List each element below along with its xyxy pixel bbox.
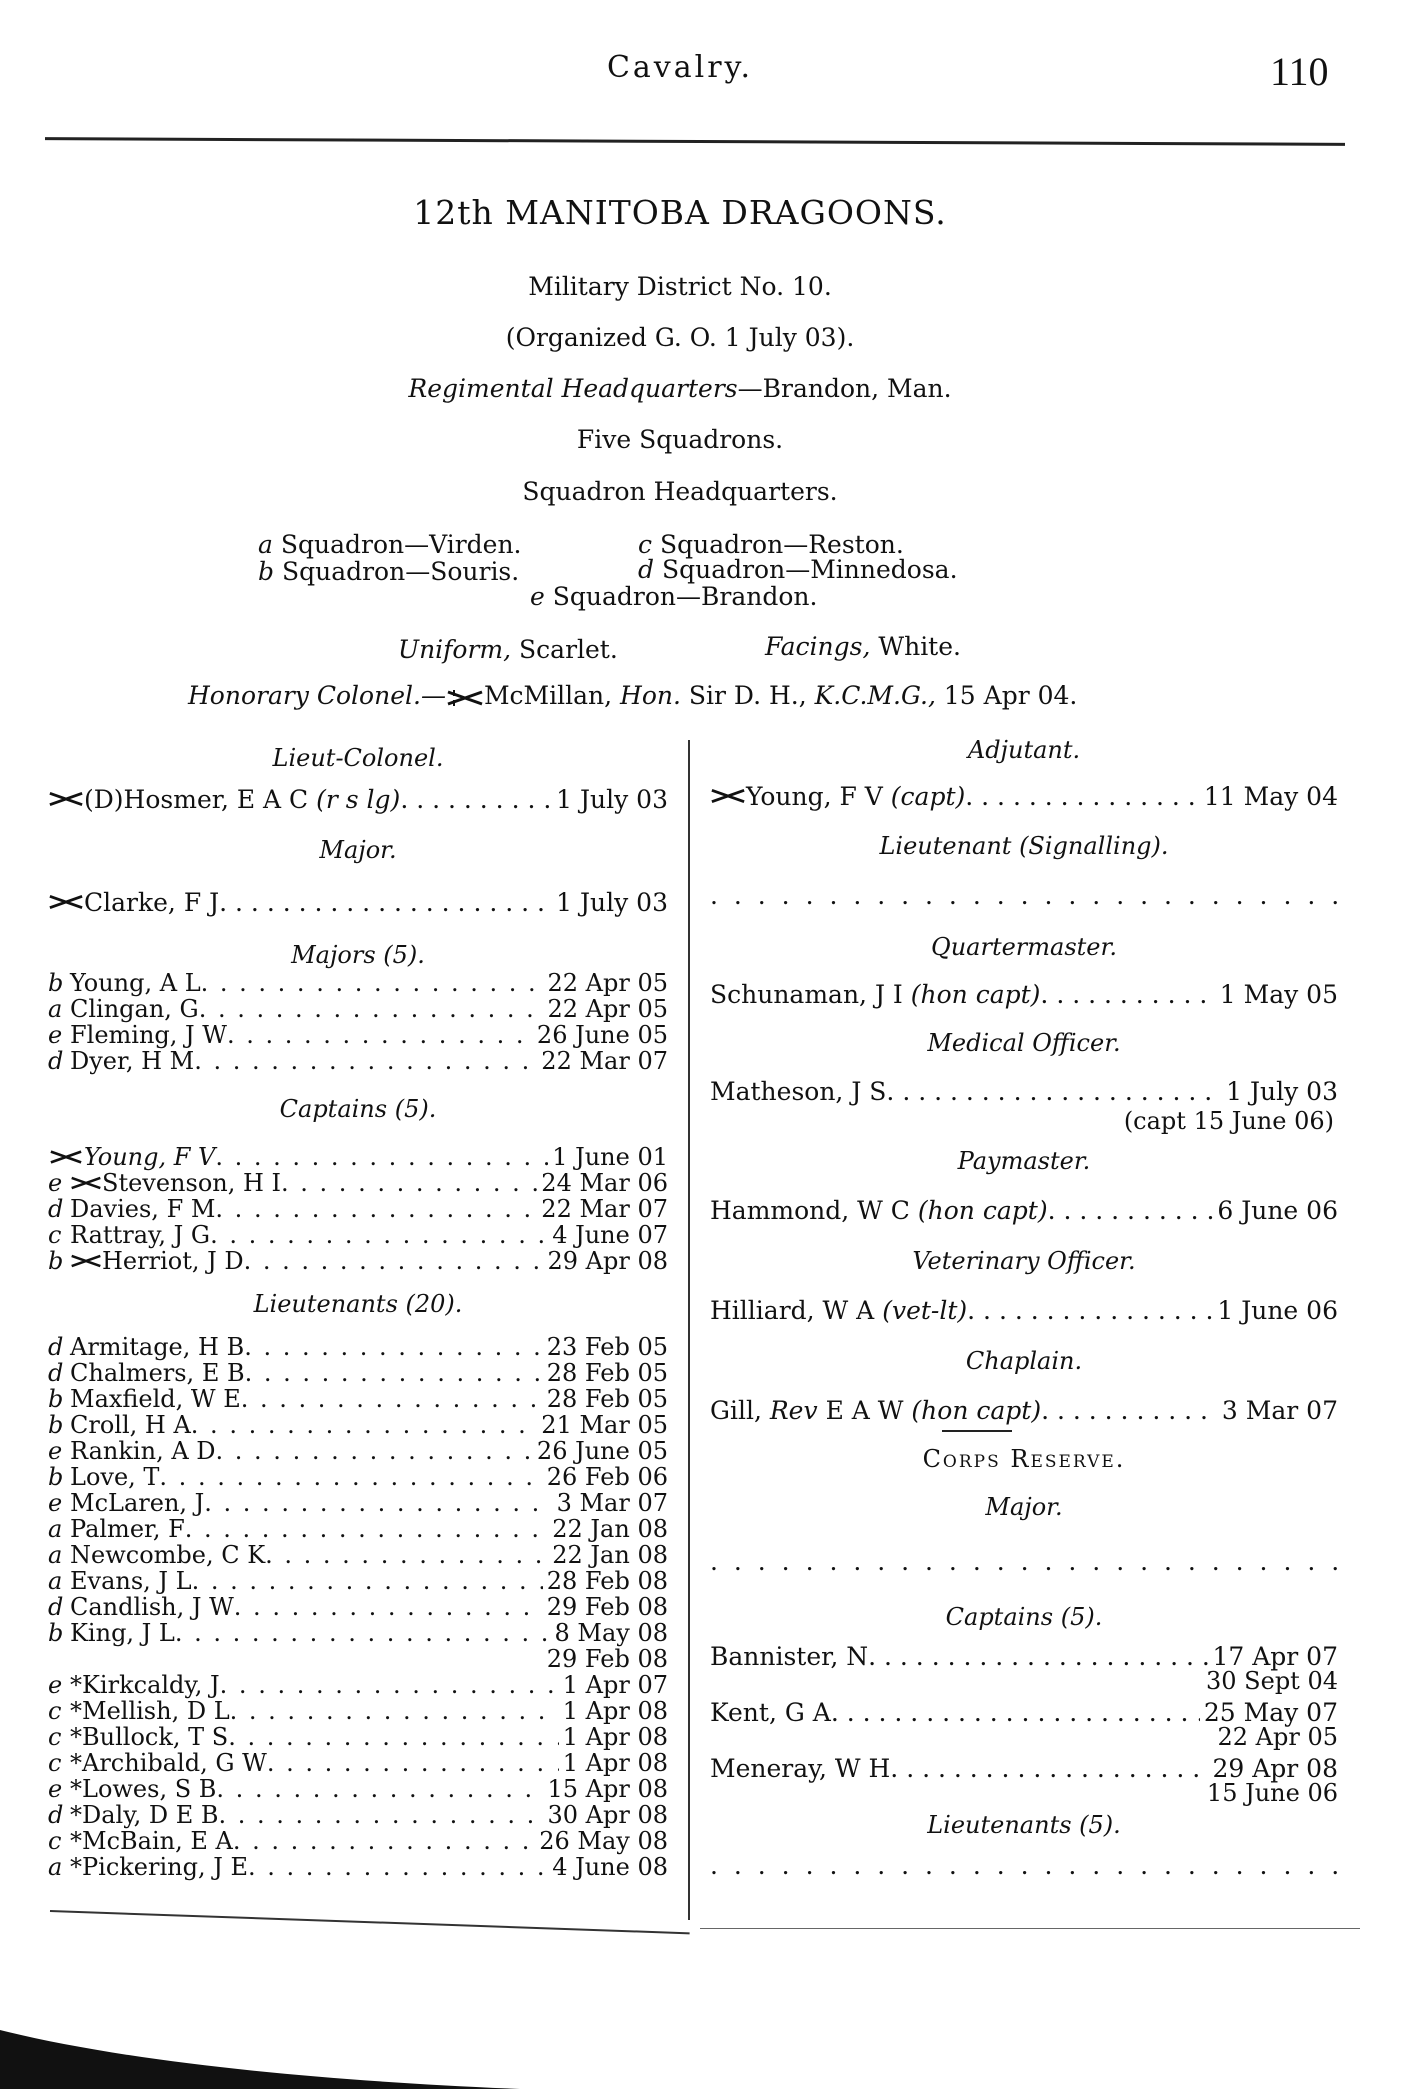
squadron-hq-heading: Squadron Headquarters. xyxy=(522,477,838,506)
list-item: b Herriot, J D . . . 29 Apr 08 xyxy=(48,1248,668,1274)
list-item: c *Mellish, D L . . . 1 Apr 08 xyxy=(48,1698,668,1724)
left-column xyxy=(48,738,668,1880)
footer-rule-right xyxy=(700,1928,1360,1929)
list-item: Bannister, N . . . 17 Apr 07 30 Sept 04 xyxy=(710,1644,1338,1698)
quartermaster-heading: Quartermaster. xyxy=(931,933,1117,961)
crossed-swords-icon xyxy=(48,1149,84,1165)
paymaster-entry: Hammond, W C (hon capt) . . . 6 June 06 xyxy=(710,1186,1338,1236)
running-title: Cavalry. xyxy=(606,50,754,85)
majors-heading: Majors (5). xyxy=(291,941,425,969)
list-item: b King, J L . . . 8 May 08 xyxy=(48,1620,668,1646)
page-edge-shadow xyxy=(0,1990,520,2089)
crossed-swords-icon xyxy=(70,1175,102,1191)
squadron-e: e Squadron—Brandon. xyxy=(530,582,818,611)
crossed-swords-icon xyxy=(70,1253,102,1269)
list-item: c *McBain, E A . . . 26 May 08 xyxy=(48,1828,668,1854)
reserve-major-vacant xyxy=(710,1532,1338,1592)
regiment-title: 12th MANITOBA DRAGOONS. xyxy=(413,193,947,232)
list-item: b Young, A L . . . 22 Apr 05 xyxy=(48,970,668,996)
list-item: d Chalmers, E B . . . 28 Feb 05 xyxy=(48,1360,668,1386)
lt-signalling-heading: Lieutenant (Signalling). xyxy=(879,832,1169,860)
reserve-major-heading: Major. xyxy=(985,1493,1063,1521)
list-item: a *Pickering, J E . . . 4 June 08 xyxy=(48,1854,668,1880)
list-item: c *Bullock, T S . . . 1 Apr 08 xyxy=(48,1724,668,1750)
list-item: d Davies, F M . . . 22 Mar 07 xyxy=(48,1196,668,1222)
quartermaster-entry: Schunaman, J I (hon capt) . . . 1 May 05 xyxy=(710,970,1338,1020)
lt-signalling-vacant xyxy=(710,868,1338,924)
military-district: Military District No. 10. xyxy=(528,272,832,301)
majors-list xyxy=(48,970,668,1074)
list-item: d Armitage, H B . . . 23 Feb 05 xyxy=(48,1334,668,1360)
major-heading: Major. xyxy=(319,836,397,864)
regimental-hq-label: Regimental Headquarters xyxy=(408,374,738,403)
medical-officer-heading: Medical Officer. xyxy=(927,1029,1121,1057)
short-rule xyxy=(942,1430,1012,1432)
list-item: b Love, T . . . 26 Feb 06 xyxy=(48,1464,668,1490)
squadron-a: a Squadron—Virden. xyxy=(258,530,522,559)
list-item: d Candlish, J W . . . 29 Feb 08 xyxy=(48,1594,668,1620)
footer-rule xyxy=(50,1910,690,1934)
honorary-colonel: Honorary Colonel.— McMillan, Hon. Sir D. H., K.C.M.G., 15 Apr 04. xyxy=(188,681,1078,710)
list-item: a Palmer, F . . . 22 Jan 08 xyxy=(48,1516,668,1542)
paymaster-heading: Paymaster. xyxy=(957,1147,1091,1175)
squadron-count: Five Squadrons. xyxy=(576,425,784,454)
crossed-swords-icon xyxy=(48,790,84,808)
squadron-d: d Squadron—Minnedosa. xyxy=(638,555,958,584)
squadron-b: b Squadron—Souris. xyxy=(258,557,520,586)
list-item: c *Archibald, G W . . . 1 Apr 08 xyxy=(48,1750,668,1776)
list-item: e Stevenson, H I . . . 24 Mar 06 xyxy=(48,1170,668,1196)
organized-note: (Organized G. O. 1 July 03). xyxy=(505,323,855,352)
list-item: e *Kirkcaldy, J . . . 1 Apr 07 xyxy=(48,1672,668,1698)
lieutenants-heading: Lieutenants (20). xyxy=(253,1290,463,1318)
reserve-lieutenants-heading: Lieutenants (5). xyxy=(927,1811,1121,1839)
list-item: b Maxfield, W E . . . 28 Feb 05 xyxy=(48,1386,668,1412)
list-item: b Croll, H A . . . 21 Mar 05 xyxy=(48,1412,668,1438)
regimental-hq-value: —Brandon, Man. xyxy=(737,374,952,403)
list-item: 29 Feb 08 xyxy=(546,1645,668,1673)
list-item: Meneray, W H . . . 29 Apr 08 15 June 06 xyxy=(710,1756,1338,1810)
captains-heading: Captains (5). xyxy=(279,1095,437,1123)
medical-officer-entry: Matheson, J S . . . 1 July 03 xyxy=(710,1074,1338,1110)
column-divider xyxy=(688,740,690,1920)
list-item: d Dyer, H M . . . 22 Mar 07 xyxy=(48,1048,668,1074)
list-item: a Newcombe, C K . . . 22 Jan 08 xyxy=(48,1542,668,1568)
reserve-captains-heading: Captains (5). xyxy=(945,1603,1103,1631)
crossed-swords-icon xyxy=(710,787,746,805)
lt-col-heading: Lieut-Colonel. xyxy=(272,744,444,772)
reserve-captains-list xyxy=(710,1644,1338,1810)
chaplain-heading: Chaplain. xyxy=(965,1347,1083,1375)
list-item: a Clingan, G . . . 22 Apr 05 xyxy=(48,996,668,1022)
right-column xyxy=(710,730,1338,1888)
squadron-c: c Squadron—Reston. xyxy=(638,530,904,559)
veterinary-officer-heading: Veterinary Officer. xyxy=(912,1247,1136,1275)
regimental-hq xyxy=(0,374,1360,403)
adjutant-entry: Young, F V (capt) . . . 11 May 04 xyxy=(710,770,1338,824)
list-item: e *Lowes, S B . . . 15 Apr 08 xyxy=(48,1776,668,1802)
list-item: e Rankin, A D . . . 26 June 05 xyxy=(48,1438,668,1464)
list-item: d *Daly, D E B . . . 30 Apr 08 xyxy=(48,1802,668,1828)
list-item: Kent, G A . . . 25 May 07 22 Apr 05 xyxy=(710,1700,1338,1754)
reserve-lieutenants-vacant xyxy=(710,1844,1338,1888)
crossed-swords-icon xyxy=(48,893,84,911)
list-item: Young, F V . . . 1 June 01 xyxy=(48,1144,668,1170)
lieutenants-list xyxy=(48,1334,668,1880)
uniform: Uniform, Scarlet. xyxy=(398,635,618,664)
medical-officer-note: (capt 15 June 06) xyxy=(1123,1107,1334,1135)
major-entry: Clarke, F J . . . 1 July 03 xyxy=(48,878,668,928)
crossed-swords-icon xyxy=(446,689,484,707)
veterinary-officer-entry: Hilliard, W A (vet-lt) . . . 1 June 06 xyxy=(710,1286,1338,1336)
facings: Facings, White. xyxy=(765,632,961,661)
adjutant-heading: Adjutant. xyxy=(967,736,1081,764)
list-item: a Evans, J L . . . 28 Feb 08 xyxy=(48,1568,668,1594)
page-number: 110 xyxy=(1270,49,1329,94)
header-rule xyxy=(45,137,1345,146)
list-item: e McLaren, J . . . 3 Mar 07 xyxy=(48,1490,668,1516)
corps-reserve-heading: Corps Reserve. xyxy=(922,1445,1126,1473)
list-item: e Fleming, J W . . . 26 June 05 xyxy=(48,1022,668,1048)
list-item: c Rattray, J G . . . 4 June 07 xyxy=(48,1222,668,1248)
captains-list xyxy=(48,1144,668,1274)
lt-col-entry: (D)Hosmer, E A C (r s lg) . . . 1 July 03 xyxy=(48,778,668,822)
chaplain-entry: Gill, Rev E A W (hon capt) . . . 3 Mar 07 xyxy=(710,1386,1338,1436)
